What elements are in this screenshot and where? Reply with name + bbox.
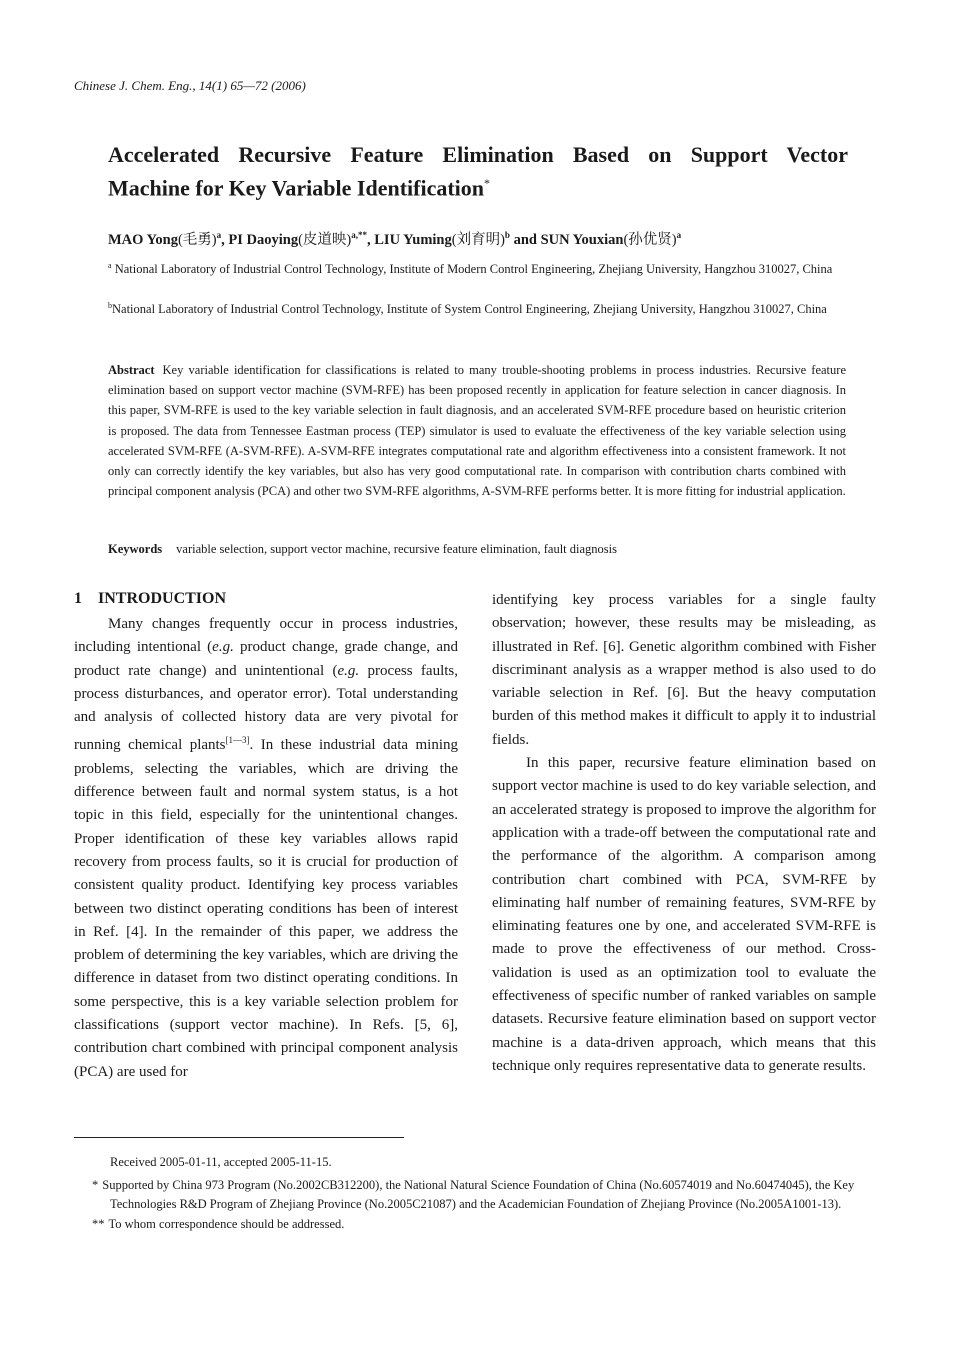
text-run: . In these industrial data mining problems, selecting the variables, which are driving the difference between fault and normal system status, is a hot topic in this field, especially for the unintentional changes. Proper identification of these key variables allows rapid recovery from process faults, so it is crucial for production of consistent quality product. Identifying key process variables between two distinct operating conditions has been of interest in Ref. [4]. In the remainder of this paper, we address the problem of determining the key variables, which are driving the difference in dataset from two distinct operating conditions. In some perspective, this is a key variable selection problem for classifications (support vector machine). In Refs. [5, 6], contribution chart combined with principal component analysis (PCA) are used for [74, 737, 458, 1080]
author-chinese-name: (刘育明) [451, 232, 505, 248]
right-column [492, 589, 876, 1078]
title-line-2: Machine for Key Variable Identification [108, 175, 485, 201]
abstract [108, 360, 846, 501]
affiliation-b [108, 296, 848, 319]
author-separator: and [509, 232, 541, 248]
affiliation-a [108, 256, 848, 279]
text-run: product change, grade change, and product rate change) and unintentional ( [74, 639, 458, 679]
author-list [108, 228, 848, 249]
author-name: LIU Yuming [374, 232, 452, 248]
author-chinese-name: (毛勇) [177, 232, 217, 248]
author-chinese-name: (孙优贤) [623, 232, 677, 248]
footnote-mark: ** [92, 1216, 105, 1231]
keywords-label: Keywords [108, 542, 163, 556]
text-run-italic: e.g. [337, 662, 360, 679]
affiliation-mark: a [108, 261, 112, 270]
correspondence-footnote [92, 1215, 880, 1235]
author-name: SUN Youxian [540, 232, 624, 248]
text-run: process faults, process disturbances, and operator error). Total understanding and analysis of collected history data are very pivotal for running chemical plants [74, 662, 459, 754]
section-heading [74, 590, 226, 608]
keywords [108, 542, 846, 557]
footnotes [92, 1153, 880, 1234]
intro-paragraph-1 [74, 613, 458, 1084]
paper-title [108, 140, 848, 202]
text-run-italic: e.g. [212, 639, 234, 656]
author-chinese-name: (皮道映) [298, 232, 352, 248]
footnote-mark: * [92, 1177, 99, 1192]
affiliation-text: National Laboratory of Industrial Control Technology, Institute of System Control Engineering, Zhejiang University, Hangzhou 310027, China [112, 302, 827, 317]
received-date: Received 2005-01-11, accepted 2005-11-15. [110, 1155, 332, 1169]
author-affil-mark: a [676, 230, 682, 241]
author-affil-mark: a,** [351, 230, 367, 241]
journal-citation: Chinese J. Chem. Eng., 14(1) 65—72 (2006) [74, 78, 306, 93]
footnote-divider [74, 1137, 404, 1138]
author-name: PI Daoying [228, 232, 299, 248]
abstract-label: Abstract [108, 363, 155, 377]
funding-text: Supported by China 973 Program (No.2002CB312200), the National Natural Science Foundation of China (No.60574019 and No.60474045), the Key Technologies R&D Program of Zhejiang Province (No.2005C21087) and the Academician Foundation of Zhejiang Province (No.2005A1001-13). [102, 1177, 855, 1211]
funding-footnote [92, 1176, 880, 1215]
title-line-1: Accelerated Recursive Feature Elimination Based on Support Vector [108, 142, 848, 167]
left-column [74, 613, 458, 1084]
author-separator: , [221, 232, 229, 248]
title-footnote-mark: * [484, 176, 491, 190]
correspondence-text: To whom correspondence should be addressed. [108, 1216, 345, 1231]
affiliation-text: National Laboratory of Industrial Control Technology, Institute of Modern Control Engineering, Zhejiang University, Hangzhou 310027, China [114, 262, 833, 277]
affiliation-mark: b [108, 301, 112, 310]
text-run: Many changes frequently occur in process industries, including intentional ( [74, 616, 458, 656]
author-name: MAO Yong [108, 232, 178, 248]
author-separator: , [367, 232, 375, 248]
author-affil-mark: a [216, 230, 222, 241]
section-title: INTRODUCTION [98, 590, 227, 607]
abstract-text: Key variable identification for classifications is related to many trouble-shooting problems in process industries. Recursive feature elimination based on support vector machine (SVM-RFE) has been proposed recently in application for feature selection in cancer diagnosis. In this paper, SVM-RFE is used to the key variable selection in fault diagnosis, and an accelerated SVM-RFE procedure based on heuristic criterion is proposed. The data from Tennessee Eastman process (TEP) simulator is used to evaluate the effectiveness of the key variable selection using accelerated SVM-RFE (A-SVM-RFE). A-SVM-RFE integrates computational rate and algorithm effectiveness into a consistent framework. It not only can correctly identify the key variables, but also has very good computational rate. In comparison with contribution charts combined with principal component analysis (PCA) and other two SVM-RFE algorithms, A-SVM-RFE performs better. It is more fitting for industrial application. [108, 363, 846, 499]
intro-paragraph-2: In this paper, recursive feature elimination based on support vector machine is used to do key variable selection, and an accelerated strategy is proposed to improve the algorithm for application with a trade-off between the computational rate and the performance of the algorithm. A comparison among contribution chart combined with PCA, SVM-RFE by eliminating half number of remaining features, SVM-RFE by eliminating features one by one, and accelerated SVM-RFE is made to prove the effectiveness of our method. Cross-validation is used as an optimization tool to evaluate the effectiveness of specific number of ranked variables on sample datasets. Recursive feature elimination based on support vector machine is a data-driven approach, which means that this technique only requires representative data to generate results. [492, 755, 876, 1074]
intro-paragraph-1-cont: identifying key process variables for a single faulty observation; however, these results may be misleading, as illustrated in Ref. [6]. Genetic algorithm combined with Fisher discriminant analysis as a wrapper method is also used to do variable selection in Ref. [6]. But the heavy computation burden of this method makes it difficult to apply it to industrial fields. [492, 592, 876, 748]
section-number: 1 [74, 590, 82, 607]
citation-ref: [1—3] [225, 735, 250, 746]
keywords-text: variable selection, support vector machine, recursive feature elimination, fault diagnosis [176, 542, 617, 556]
author-affil-mark: b [504, 230, 510, 241]
